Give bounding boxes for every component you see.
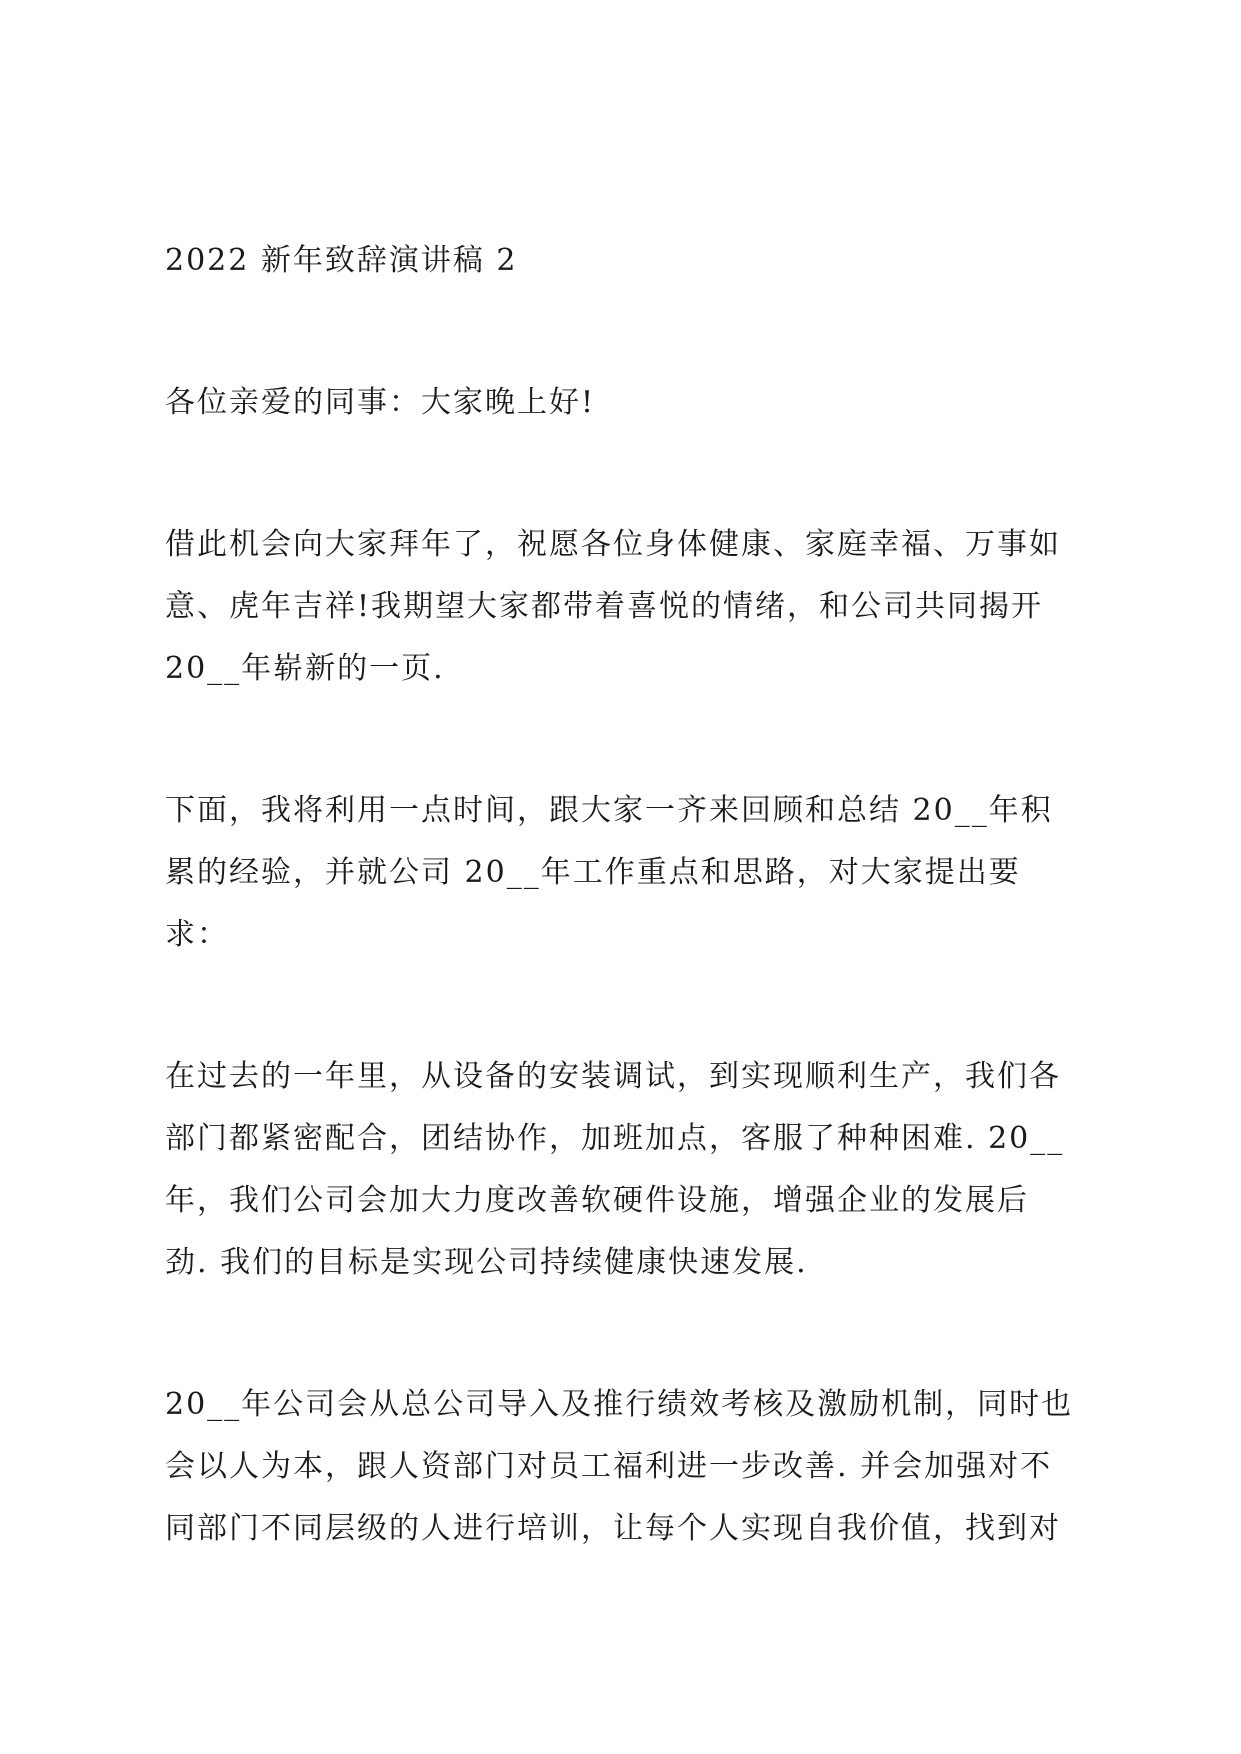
paragraph-past-year: [165, 1046, 1100, 1294]
paragraph-line: 求：: [165, 917, 229, 952]
paragraph-spacer: [165, 966, 1100, 1046]
paragraph-line: 下面，我将利用一点时间，跟大家一齐来回顾和总结 20__年积: [165, 793, 1053, 828]
paragraph-line: 20__年公司会从总公司导入及推行绩效考核及激励机制，同时也: [165, 1387, 1074, 1422]
paragraph-line: 20__年崭新的一页.: [165, 651, 445, 686]
paragraph-spacer: [165, 700, 1100, 780]
paragraph-line: 各位亲爱的同事：大家晚上好!: [165, 385, 596, 420]
paragraph-line: 年，我们公司会加大力度改善软硬件设施，增强企业的发展后: [165, 1183, 1029, 1218]
paragraph-performance-plan: [165, 1374, 1100, 1560]
paragraph-spacer: [165, 1294, 1100, 1374]
paragraph-line: 在过去的一年里，从设备的安装调试，到实现顺利生产，我们各: [165, 1059, 1061, 1094]
paragraph-greeting: [165, 372, 1100, 434]
paragraph-line: 借此机会向大家拜年了，祝愿各位身体健康、家庭幸福、万事如: [165, 527, 1061, 562]
paragraph-spacer: [165, 434, 1100, 514]
document-body: [165, 230, 1100, 1560]
paragraph-new-year-wishes: [165, 514, 1100, 700]
document-title: 2022 新年致辞演讲稿 2: [165, 243, 518, 278]
paragraph-line: 累的经验，并就公司 20__年工作重点和思路，对大家提出要: [165, 855, 1021, 890]
paragraph-line: 部门都紧密配合，团结协作，加班加点，客服了种种困难. 20__: [165, 1121, 1065, 1156]
paragraph-line: 会以人为本，跟人资部门对员工福利进一步改善. 并会加强对不: [165, 1449, 1053, 1484]
paragraph-line: 意、虎年吉祥!我期望大家都带着喜悦的情绪，和公司共同揭开: [165, 589, 1044, 624]
paragraph-line: 劲. 我们的目标是实现公司持续健康快速发展.: [165, 1245, 808, 1280]
paragraph-line: 同部门不同层级的人进行培训，让每个人实现自我价值，找到对: [165, 1511, 1061, 1546]
paragraph-spacer: [165, 292, 1100, 372]
paragraph-review-intro: [165, 780, 1100, 966]
